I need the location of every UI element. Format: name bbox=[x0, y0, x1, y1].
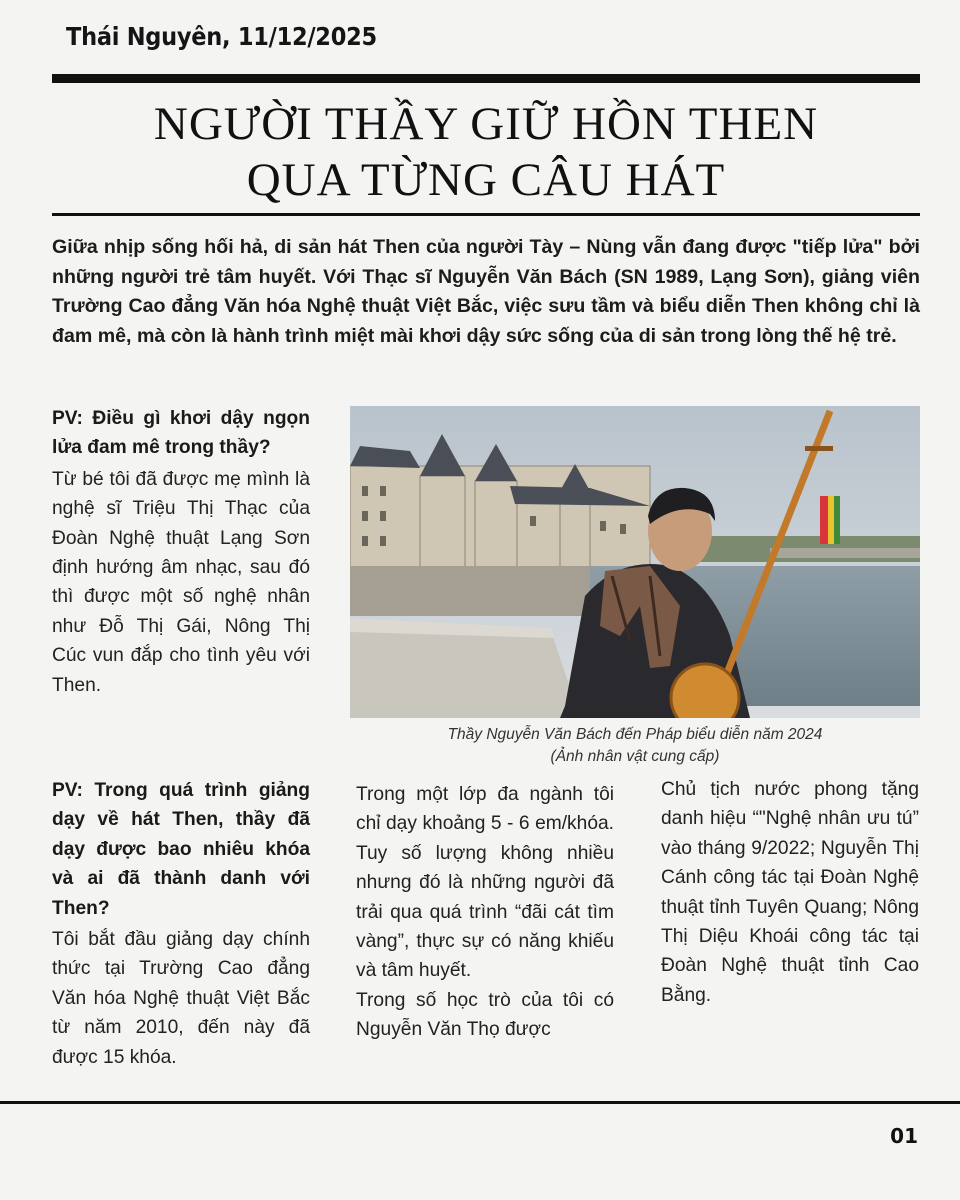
footer-divider bbox=[0, 1101, 960, 1104]
qa-2-column-3 bbox=[661, 775, 919, 1010]
answer-2-part-1: Tôi bắt đầu giảng dạy chính thức tại Trường Cao đẳng Văn hóa Nghệ thuật Việt Bắc từ năm 2010, đến này đã được 15 khóa. bbox=[52, 929, 310, 1068]
lead-paragraph: Giữa nhịp sống hối hả, di sản hát Then của người Tày – Nùng vẫn đang được "tiếp lửa" bởi những người trẻ tâm huyết. Với Thạc sĩ Nguyễn Văn Bách (SN 1989, Lạng Sơn), giảng viên Trường Cao đẳng Văn hóa Nghệ thuật Việt Bắc, việc sưu tầm và biểu diễn Then không chỉ là đam mê, mà còn là hành trình miệt mài khơi dậy sức sống của di sản trong lòng thế hệ trẻ. bbox=[52, 236, 920, 347]
question-1: PV: Điều gì khơi dậy ngọn lửa đam mê trong thầy? bbox=[52, 408, 310, 459]
qa-1 bbox=[52, 404, 310, 700]
caption-line-1: Thầy Nguyễn Văn Bách đến Pháp biểu diễn năm 2024 bbox=[447, 726, 823, 743]
qa-2-column-1 bbox=[52, 776, 310, 1072]
top-divider bbox=[52, 74, 920, 83]
answer-2-part-2a: Trong một lớp đa ngành tôi chỉ dạy khoảng 5 - 6 em/khóa. Tuy số lượng không nhiều nhưng đó là những người đã trải qua quá trình “đãi cát tìm vàng”, thực sự có năng khiếu và tâm huyết. bbox=[356, 784, 614, 982]
qa-2-column-2 bbox=[356, 780, 614, 1045]
headline-line-2: QUA TỪNG CÂU HÁT bbox=[246, 154, 726, 206]
answer-1: Từ bé tôi đã được mẹ mình là nghệ sĩ Triệu Thị Thạc của Đoàn Nghệ thuật Lạng Sơn định hướng âm nhạc, sau đó thì được một số nghệ nhân như Đỗ Thị Gái, Nông Thị Cúc vun đắp cho tình yêu với Then. bbox=[52, 468, 310, 696]
article-photo bbox=[350, 406, 920, 718]
headline bbox=[52, 96, 920, 208]
caption-line-2: (Ảnh nhân vật cung cấp) bbox=[550, 748, 720, 765]
answer-2-part-2b: Trong số học trò của tôi có Nguyễn Văn Thọ được bbox=[356, 989, 614, 1041]
headline-divider bbox=[52, 213, 920, 216]
photo-caption bbox=[350, 724, 920, 768]
question-2: PV: Trong quá trình giảng dạy về hát Then, thầy đã dạy được bao nhiêu khóa và ai đã thành danh với Then? bbox=[52, 780, 310, 919]
headline-line-1: NGƯỜI THẦY GIỮ HỒN THEN bbox=[153, 98, 819, 150]
page-number: 01 bbox=[890, 1124, 918, 1148]
dateline: Thái Nguyên, 11/12/2025 bbox=[66, 22, 377, 51]
answer-2-part-3: Chủ tịch nước phong tặng danh hiệu “"Nghệ nhân ưu tú” vào tháng 9/2022; Nguyễn Thị Cánh công tác tại Đoàn Nghệ thuật tỉnh Tuyên Quang; Nông Thị Diệu Khoái công tác tại Đoàn Nghệ thuật tỉnh Cao Bằng. bbox=[661, 779, 919, 1006]
